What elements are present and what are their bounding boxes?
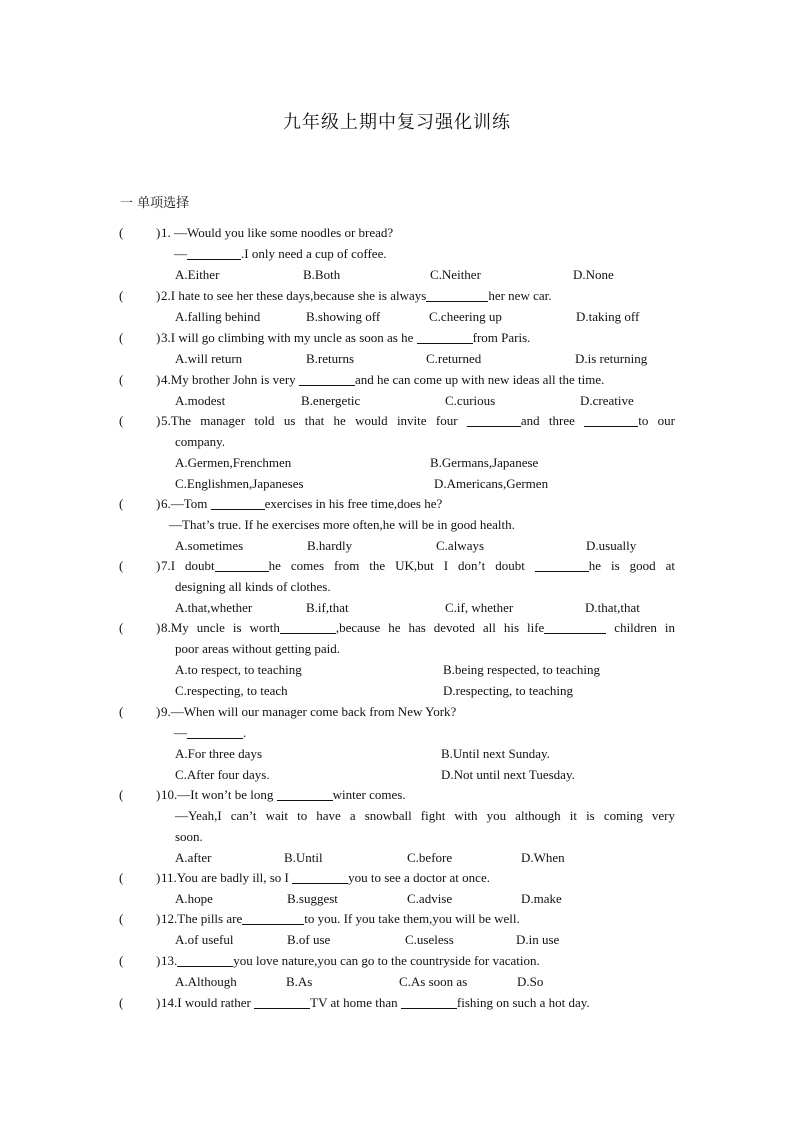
question-stem: 14.I would rather TV at home than fishing on such a hot day. — [161, 995, 590, 1010]
option-d: D.in use — [516, 932, 560, 947]
option-c: C.advise — [407, 891, 453, 906]
answer-blank — [277, 786, 333, 801]
option-c: C.returned — [426, 351, 482, 366]
answer-blank — [467, 412, 521, 427]
option-a: A.Germen,Frenchmen — [175, 455, 292, 470]
options-row — [175, 659, 675, 680]
option-d: D.creative — [580, 393, 634, 408]
question-stem: 5.The manager told us that he would invite four and three to our — [161, 413, 675, 428]
question-9: ( ) 9.—When will our manager come back from New York? — . A.For three days B.Until next Sunday. C.After four days. D.Not until next Tuesday. — [119, 701, 675, 785]
options-row — [175, 888, 675, 909]
answer-blank — [426, 287, 488, 302]
section-heading: 一 单项选择 — [120, 196, 190, 211]
question-stem: 11.You are badly ill, so I you to see a doctor at once. — [161, 870, 490, 885]
option-c: C.cheering up — [429, 309, 502, 324]
option-a: A.sometimes — [175, 538, 244, 553]
option-a: A.Although — [175, 974, 237, 989]
option-a: A.For three days — [175, 746, 263, 761]
option-c: C.curious — [445, 393, 496, 408]
option-c: C.Englishmen,Japaneses — [175, 476, 304, 491]
question-stem: 1. —Would you like some noodles or bread? — [161, 225, 394, 240]
question-6: ( ) 6.—Tom exercises in his free time,does he? —That’s true. If he exercises more often,he will be in good health. A.sometimes B.hardly C.always D.usually — [119, 493, 675, 556]
question-12: ( ) 12.The pills are to you. If you take them,you will be well. A.of useful B.of use C.useless D.in use — [119, 908, 675, 950]
question-14: ( ) 14.I would rather TV at home than fishing on such a hot day. — [119, 992, 675, 1013]
option-d: D.None — [573, 267, 614, 282]
answer-blank — [254, 994, 310, 1009]
question-stem: 4.My brother John is very and he can come up with new ideas all the time. — [161, 372, 605, 387]
question-stem: 9.—When will our manager come back from New York? — [161, 704, 457, 719]
options-row — [175, 929, 675, 950]
question-line: designing all kinds of clothes. — [175, 579, 331, 594]
option-a: A.hope — [175, 891, 213, 906]
option-d: D.So — [517, 974, 544, 989]
option-d: D.that,that — [585, 600, 640, 615]
option-c: C.if, whether — [445, 600, 514, 615]
option-a: A.falling behind — [175, 309, 261, 324]
options-row — [175, 348, 675, 369]
answer-blank — [187, 245, 241, 260]
question-line: soon. — [175, 829, 203, 844]
option-b: B.Both — [303, 267, 341, 282]
options-row — [175, 390, 675, 411]
option-c: C.always — [436, 538, 485, 553]
question-7: ( ) 7.I doubt he comes from the UK,but I don’t doubt he is good at designing all kinds of clothes. A.that,whether B.if,that C.if, whether D.that,that — [119, 555, 675, 618]
answer-blank — [299, 371, 355, 386]
answer-blank — [584, 412, 638, 427]
option-c: C.before — [407, 850, 453, 865]
options-row — [175, 535, 675, 556]
question-5: ( ) 5.The manager told us that he would invite four and three to our company. A.Germen,Frenchmen B.Germans,Japanese C.Englishmen,Japaneses D.Americans,Germen — [119, 410, 675, 494]
option-c: C.respecting, to teach — [175, 683, 288, 698]
option-c: C.As soon as — [399, 974, 468, 989]
option-b: B.showing off — [306, 309, 381, 324]
question-line: — . — [174, 725, 247, 740]
option-d: D.usually — [586, 538, 637, 553]
option-c: C.Neither — [430, 267, 481, 282]
question-stem: 3.I will go climbing with my uncle as soon as he from Paris. — [161, 330, 531, 345]
option-b: B.if,that — [306, 600, 349, 615]
option-b: B.Until next Sunday. — [441, 746, 550, 761]
answer-blank — [401, 994, 457, 1009]
question-1: ( ) 1. —Would you like some noodles or bread? — .I only need a cup of coffee. A.Either B.Both C.Neither D.None — [119, 222, 675, 285]
question-stem: 12.The pills are to you. If you take them,you will be well. — [161, 911, 520, 926]
answer-blank — [535, 557, 589, 572]
option-a: A.will return — [175, 351, 243, 366]
question-11: ( ) 11.You are badly ill, so I you to see a doctor at once. A.hope B.suggest C.advise D.make — [119, 867, 675, 909]
question-line: poor areas without getting paid. — [175, 641, 340, 656]
options-row — [175, 680, 675, 701]
option-d: D.make — [521, 891, 562, 906]
option-b: B.As — [286, 974, 313, 989]
option-a: A.after — [175, 850, 212, 865]
option-d: D.is returning — [575, 351, 648, 366]
options-row — [175, 847, 675, 868]
question-stem: 13. you love nature,you can go to the countryside for vacation. — [161, 953, 540, 968]
option-a: A.Either — [175, 267, 220, 282]
options-row — [175, 597, 675, 618]
option-a: A.to respect, to teaching — [175, 662, 302, 677]
question-2: ( ) 2.I hate to see her these days,because she is always her new car. A.falling behind B.showing off C.cheering up D.taking off — [119, 285, 675, 327]
question-13: ( ) 13. you love nature,you can go to the countryside for vacation. A.Although B.As C.As soon as D.So — [119, 950, 675, 992]
option-d: D.respecting, to teaching — [443, 683, 573, 698]
option-a: A.of useful — [175, 932, 234, 947]
option-b: B.of use — [287, 932, 331, 947]
answer-blank — [280, 619, 336, 634]
question-line: —Yeah,I can’t wait to have a snowball fight with you although it is coming very — [175, 808, 675, 823]
option-d: D.When — [521, 850, 565, 865]
question-stem: 7.I doubt he comes from the UK,but I don’t doubt he is good at — [161, 558, 675, 573]
answer-blank — [177, 952, 233, 967]
answer-blank — [417, 329, 473, 344]
options-row — [175, 306, 675, 327]
option-d: D.taking off — [576, 309, 640, 324]
answer-blank — [215, 557, 269, 572]
page-title: 九年级上期中复习强化训练 — [283, 112, 511, 133]
answer-blank — [292, 869, 348, 884]
question-3: ( ) 3.I will go climbing with my uncle as soon as he from Paris. A.will return B.returns C.returned D.is returning — [119, 327, 675, 369]
question-line: company. — [175, 434, 226, 449]
options-row — [175, 743, 675, 764]
question-8: ( ) 8.My uncle is worth ,because he has devoted all his life children in poor areas without getting paid. A.to respect, to teaching B.being respected, to teaching C.respecting, to teach D.respecting, to teaching — [119, 617, 675, 701]
option-c: C.After four days. — [175, 767, 270, 782]
option-b: B.returns — [306, 351, 355, 366]
answer-blank — [544, 619, 606, 634]
answer-blank — [242, 910, 304, 925]
question-stem: 10.—It won’t be long winter comes. — [161, 787, 406, 802]
question-line: —That’s true. If he exercises more often,he will be in good health. — [169, 517, 515, 532]
option-b: B.Germans,Japanese — [430, 455, 539, 470]
option-b: B.suggest — [287, 891, 338, 906]
answer-blank — [187, 724, 243, 739]
question-stem: 8.My uncle is worth ,because he has devoted all his life children in — [161, 620, 675, 635]
option-b: B.hardly — [307, 538, 353, 553]
option-a: A.modest — [175, 393, 226, 408]
options-row — [175, 264, 675, 285]
option-d: D.Not until next Tuesday. — [441, 767, 575, 782]
option-b: B.energetic — [301, 393, 361, 408]
options-row — [175, 971, 675, 992]
options-row — [175, 473, 675, 494]
options-row — [175, 764, 675, 785]
question-stem: 2.I hate to see her these days,because she is always her new car. — [161, 288, 552, 303]
question-10: ( ) 10.—It won’t be long winter comes. —Yeah,I can’t wait to have a snowball fight with you although it is coming very soon. A.after B.Until C.before D.When — [119, 784, 675, 868]
question-stem: 6.—Tom exercises in his free time,does he? — [161, 496, 443, 511]
option-b: B.being respected, to teaching — [443, 662, 601, 677]
answer-blank — [211, 495, 265, 510]
option-d: D.Americans,Germen — [434, 476, 549, 491]
question-4: ( ) 4.My brother John is very and he can come up with new ideas all the time. A.modest B.energetic C.curious D.creative — [119, 369, 675, 411]
option-b: B.Until — [284, 850, 323, 865]
option-c: C.useless — [405, 932, 454, 947]
option-a: A.that,whether — [175, 600, 253, 615]
options-row — [175, 452, 675, 473]
question-line: — .I only need a cup of coffee. — [174, 246, 387, 261]
